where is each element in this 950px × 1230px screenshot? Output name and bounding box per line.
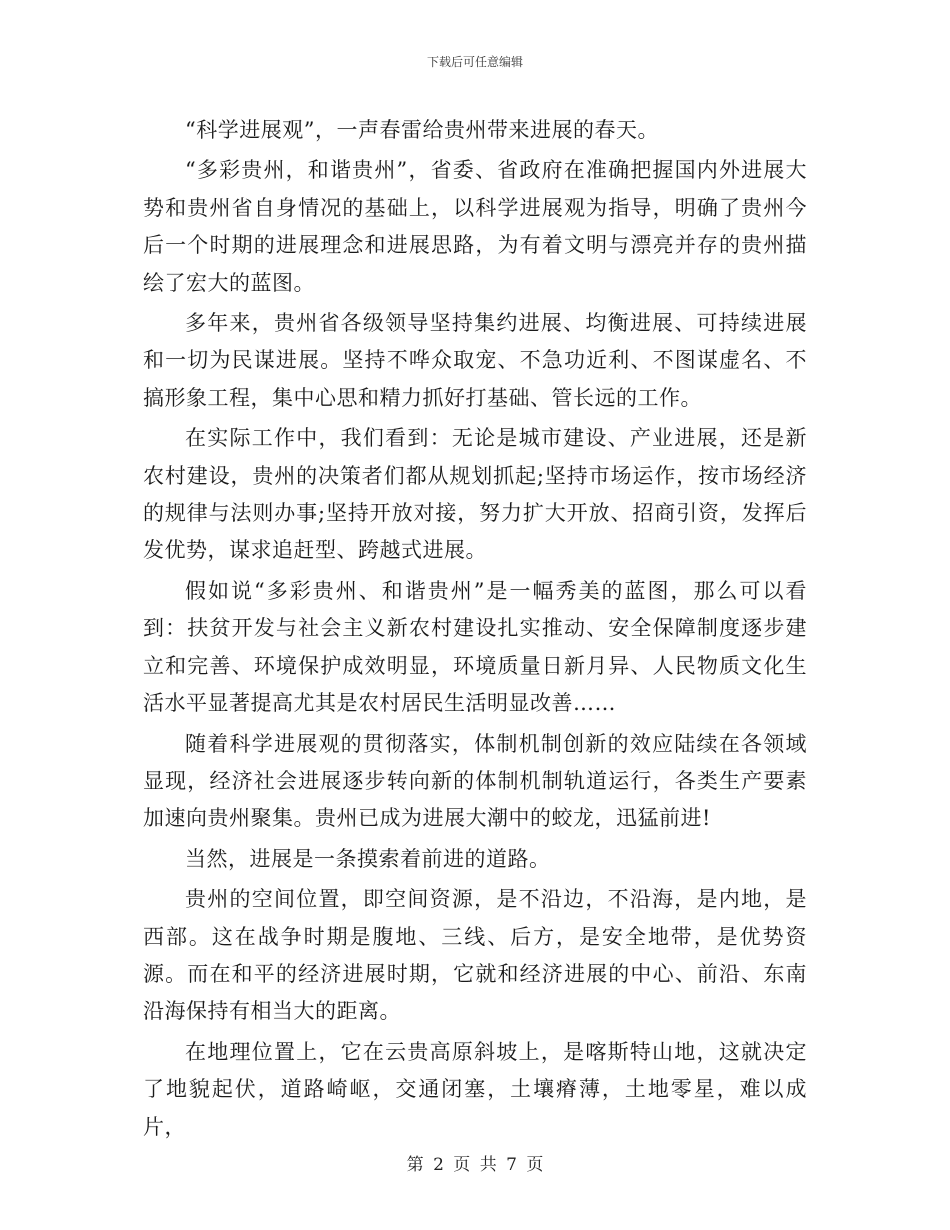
page-header: 下载后可任意编辑 [426,55,523,69]
document-body [143,112,807,1149]
paragraph: 随着科学进展观的贯彻落实，体制机制创新的效应陆续在各领域显现，经济社会进展逐步转向新的体制机制轨道运行，各类生产要素加速向贵州聚集。贵州已成为进展大潮中的蛟龙，迅猛前进! [143,731,807,831]
paragraph: “多彩贵州，和谐贵州”，省委、省政府在准确把握国内外进展大势和贵州省自身情况的基础上，以科学进展观为指导，明确了贵州今后一个时期的进展理念和进展思路，为有着文明与漂亮并存的贵州描绘了宏大的蓝图。 [143,158,807,295]
paragraph: “科学进展观”，一声春雷给贵州带来进展的春天。 [185,118,659,142]
paragraph: 假如说“多彩贵州、和谐贵州”是一幅秀美的蓝图，那么可以看到：扶贫开发与社会主义新农村建设扎实推动、安全保障制度逐步建立和完善、环境保护成效明显，环境质量日新月异、人民物质文化生活水平显著提高尤其是农村居民生活明显改善…… [143,578,807,716]
paragraph: 贵州的空间位置，即空间资源，是不沿边，不沿海，是内地，是西部。这在战争时期是腹地、三线、后方，是安全地带，是优势资源。而在和平的经济进展时期，它就和经济进展的中心、前沿、东南沿海保持有相当大的距离。 [143,887,807,1024]
paragraph: 在地理位置上，它在云贵高原斜坡上，是喀斯特山地，这就决定了地貌起伏，道路崎岖，交通闭塞，土壤瘠薄，土地零星，难以成片， [143,1039,807,1139]
paragraph: 当然，进展是一条摸索着前进的道路。 [185,846,551,871]
page-number-footer: 第 2 页 共 7 页 [406,1155,544,1175]
paragraph: 多年来，贵州省各级领导坚持集约进展、均衡进展、可持续进展和一切为民谋进展。坚持不哗众取宠、不急功近利、不图谋虚名、不搞形象工程，集中心思和精力抓好打基础、管长远的工作。 [143,311,807,410]
paragraph: 在实际工作中，我们看到：无论是城市建设、产业进展，还是新农村建设，贵州的决策者们都从规划抓起;坚持市场运作，按市场经济的规律与法则办事;坚持开放对接，努力扩大开放、招商引资，发挥后发优势，谋求追赶型、跨越式进展。 [143,426,807,563]
